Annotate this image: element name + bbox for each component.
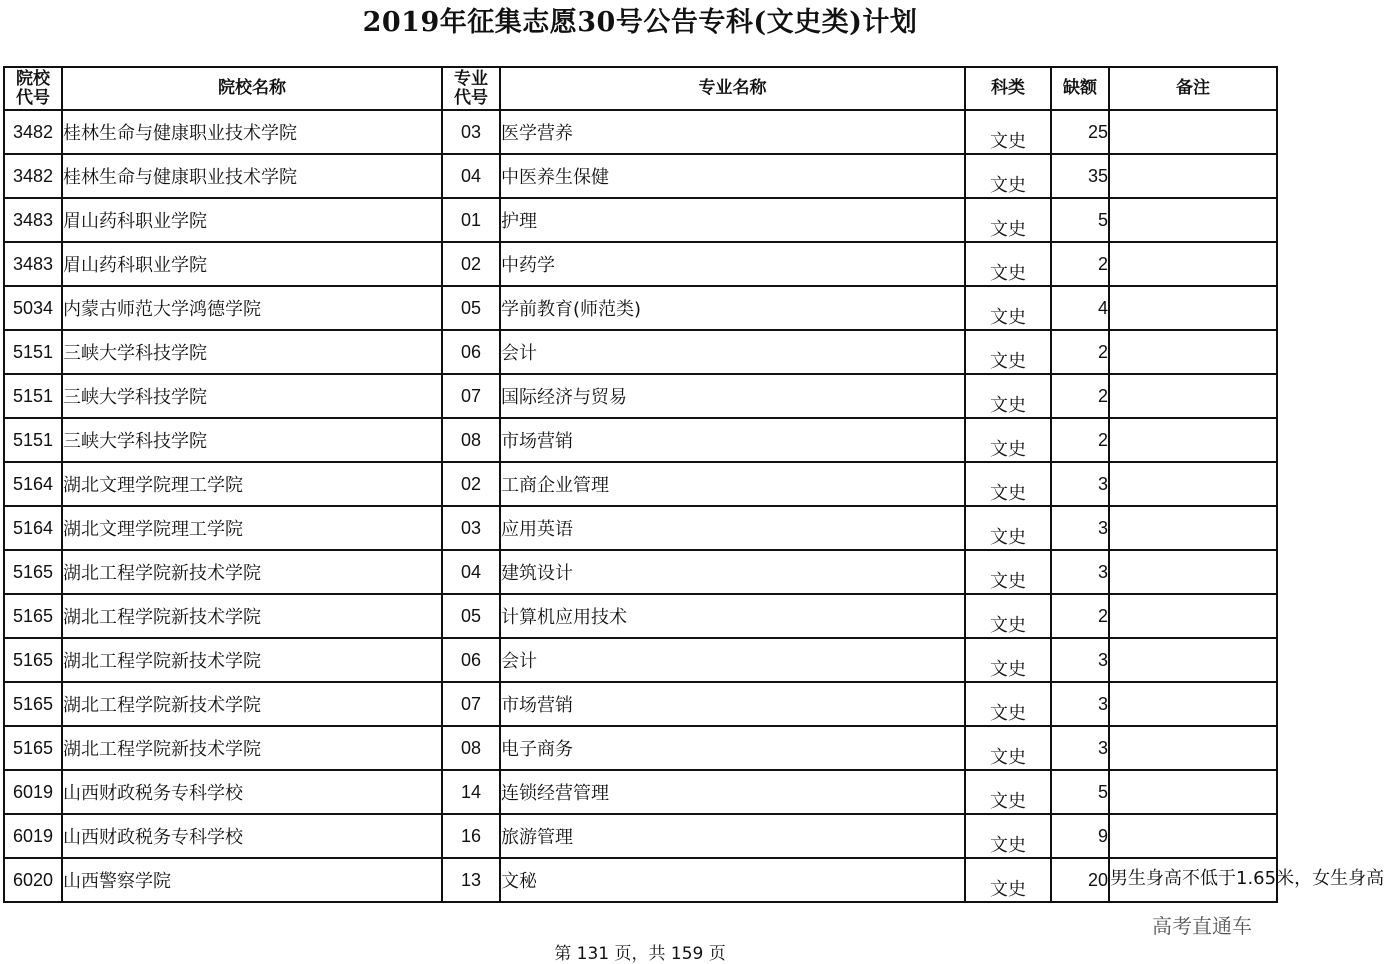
cell-subject: 文史 xyxy=(965,814,1051,858)
cell-note xyxy=(1109,814,1277,858)
cell-major-name: 计算机应用技术 xyxy=(500,594,965,638)
cell-major-name: 工商企业管理 xyxy=(500,462,965,506)
cell-note xyxy=(1109,462,1277,506)
header-school-name: 院校名称 xyxy=(62,67,442,110)
cell-note xyxy=(1109,506,1277,550)
header-subject: 科类 xyxy=(965,67,1051,110)
page-title: 2019年征集志愿30号公告专科(文史类)计划 xyxy=(362,7,918,38)
cell-school-name: 山西财政税务专科学校 xyxy=(62,770,442,814)
cell-vacancy: 3 xyxy=(1051,550,1109,594)
cell-school-name: 三峡大学科技学院 xyxy=(62,418,442,462)
cell-vacancy: 3 xyxy=(1051,462,1109,506)
cell-note xyxy=(1109,286,1277,330)
cell-major-code: 04 xyxy=(442,154,500,198)
cell-school-name: 湖北工程学院新技术学院 xyxy=(62,682,442,726)
cell-note xyxy=(1109,682,1277,726)
cell-school-code: 6019 xyxy=(4,814,62,858)
cell-major-code: 05 xyxy=(442,286,500,330)
cell-major-name: 医学营养 xyxy=(500,110,965,154)
cell-subject: 文史 xyxy=(965,154,1051,198)
cell-school-name: 湖北文理学院理工学院 xyxy=(62,506,442,550)
cell-major-name: 会计 xyxy=(500,638,965,682)
cell-vacancy: 2 xyxy=(1051,242,1109,286)
cell-school-name: 湖北工程学院新技术学院 xyxy=(62,594,442,638)
cell-school-name: 湖北工程学院新技术学院 xyxy=(62,726,442,770)
table-row xyxy=(4,110,1277,154)
cell-major-code: 08 xyxy=(442,726,500,770)
cell-subject: 文史 xyxy=(965,286,1051,330)
note-text xyxy=(1110,639,1276,679)
cell-school-name: 眉山药科职业学院 xyxy=(62,198,442,242)
header-note: 备注 xyxy=(1109,67,1277,110)
cell-major-code: 04 xyxy=(442,550,500,594)
note-text: 男生身高不低于1.65米，女生身高 xyxy=(1110,868,1384,889)
cell-vacancy: 4 xyxy=(1051,286,1109,330)
cell-school-code: 6019 xyxy=(4,770,62,814)
note-text xyxy=(1110,419,1276,459)
cell-subject: 文史 xyxy=(965,682,1051,726)
cell-major-name: 文秘 xyxy=(500,858,965,902)
note-text xyxy=(1110,155,1276,195)
note-text xyxy=(1110,111,1276,151)
note-text xyxy=(1110,683,1276,723)
table-row xyxy=(4,682,1277,726)
note-text xyxy=(1110,507,1276,547)
header-row xyxy=(4,67,1277,110)
cell-subject: 文史 xyxy=(965,726,1051,770)
table-row xyxy=(4,726,1277,770)
cell-major-code: 03 xyxy=(442,110,500,154)
cell-major-name: 中药学 xyxy=(500,242,965,286)
cell-school-name: 内蒙古师范大学鸿德学院 xyxy=(62,286,442,330)
cell-vacancy: 5 xyxy=(1051,198,1109,242)
cell-major-name: 学前教育(师范类) xyxy=(500,286,965,330)
cell-school-code: 5164 xyxy=(4,462,62,506)
cell-school-code: 5164 xyxy=(4,506,62,550)
cell-note xyxy=(1109,550,1277,594)
table-row xyxy=(4,242,1277,286)
table-row xyxy=(4,462,1277,506)
cell-note xyxy=(1109,154,1277,198)
cell-subject: 文史 xyxy=(965,858,1051,902)
cell-school-name: 山西警察学院 xyxy=(62,858,442,902)
cell-major-name: 会计 xyxy=(500,330,965,374)
cell-school-code: 5151 xyxy=(4,374,62,418)
cell-major-name: 建筑设计 xyxy=(500,550,965,594)
cell-school-code: 5165 xyxy=(4,638,62,682)
cell-note xyxy=(1109,858,1384,902)
cell-subject: 文史 xyxy=(965,374,1051,418)
cell-major-name: 电子商务 xyxy=(500,726,965,770)
cell-note xyxy=(1109,594,1277,638)
cell-subject: 文史 xyxy=(965,770,1051,814)
cell-school-name: 眉山药科职业学院 xyxy=(62,242,442,286)
cell-note xyxy=(1109,638,1277,682)
cell-school-name: 桂林生命与健康职业技术学院 xyxy=(62,110,442,154)
cell-school-code: 6020 xyxy=(4,858,62,902)
cell-subject: 文史 xyxy=(965,594,1051,638)
cell-major-code: 14 xyxy=(442,770,500,814)
cell-major-name: 连锁经营管理 xyxy=(500,770,965,814)
note-text xyxy=(1110,595,1276,635)
cell-note xyxy=(1109,110,1277,154)
cell-vacancy: 25 xyxy=(1051,110,1109,154)
cell-vacancy: 3 xyxy=(1051,682,1109,726)
cell-subject: 文史 xyxy=(965,418,1051,462)
cell-major-code: 01 xyxy=(442,198,500,242)
cell-vacancy: 3 xyxy=(1051,726,1109,770)
table-row xyxy=(4,594,1277,638)
table-row xyxy=(4,198,1277,242)
cell-subject: 文史 xyxy=(965,110,1051,154)
table-row xyxy=(4,550,1277,594)
cell-vacancy: 3 xyxy=(1051,506,1109,550)
cell-subject: 文史 xyxy=(965,330,1051,374)
cell-school-code: 3483 xyxy=(4,242,62,286)
cell-school-code: 5165 xyxy=(4,594,62,638)
table-row xyxy=(4,374,1277,418)
cell-major-code: 07 xyxy=(442,374,500,418)
cell-major-name: 旅游管理 xyxy=(500,814,965,858)
cell-school-name: 三峡大学科技学院 xyxy=(62,374,442,418)
table-row xyxy=(4,154,1277,198)
note-text xyxy=(1110,815,1276,855)
cell-vacancy: 2 xyxy=(1051,594,1109,638)
cell-subject: 文史 xyxy=(965,198,1051,242)
table-row xyxy=(4,418,1277,462)
cell-vacancy: 35 xyxy=(1051,154,1109,198)
cell-school-name: 湖北文理学院理工学院 xyxy=(62,462,442,506)
cell-note xyxy=(1109,726,1277,770)
cell-note xyxy=(1109,242,1277,286)
table-row xyxy=(4,638,1277,682)
cell-major-code: 05 xyxy=(442,594,500,638)
page-footer: 第 131 页，共 159 页 xyxy=(554,944,726,964)
cell-school-code: 3482 xyxy=(4,110,62,154)
note-text xyxy=(1110,771,1276,811)
header-major-name: 专业名称 xyxy=(500,67,965,110)
cell-school-name: 桂林生命与健康职业技术学院 xyxy=(62,154,442,198)
note-text xyxy=(1110,199,1276,239)
cell-note xyxy=(1109,770,1277,814)
header-vacancy: 缺额 xyxy=(1051,67,1109,110)
cell-major-code: 02 xyxy=(442,242,500,286)
note-text xyxy=(1110,287,1276,327)
cell-vacancy: 5 xyxy=(1051,770,1109,814)
cell-major-name: 市场营销 xyxy=(500,682,965,726)
cell-note xyxy=(1109,330,1277,374)
table-row xyxy=(4,770,1277,814)
cell-school-name: 湖北工程学院新技术学院 xyxy=(62,638,442,682)
cell-school-code: 5151 xyxy=(4,418,62,462)
cell-major-code: 03 xyxy=(442,506,500,550)
cell-major-code: 16 xyxy=(442,814,500,858)
cell-school-code: 5165 xyxy=(4,550,62,594)
cell-major-code: 13 xyxy=(442,858,500,902)
table-row xyxy=(4,858,1277,902)
cell-school-name: 湖北工程学院新技术学院 xyxy=(62,550,442,594)
cell-vacancy: 9 xyxy=(1051,814,1109,858)
note-text xyxy=(1110,243,1276,283)
cell-vacancy: 2 xyxy=(1051,418,1109,462)
cell-major-name: 市场营销 xyxy=(500,418,965,462)
cell-vacancy: 20 xyxy=(1051,858,1109,902)
cell-subject: 文史 xyxy=(965,638,1051,682)
cell-major-name: 国际经济与贸易 xyxy=(500,374,965,418)
watermark: 高考直通车 xyxy=(1152,914,1252,938)
table-row xyxy=(4,286,1277,330)
cell-school-code: 5165 xyxy=(4,726,62,770)
cell-note xyxy=(1109,198,1277,242)
cell-major-code: 07 xyxy=(442,682,500,726)
cell-vacancy: 2 xyxy=(1051,374,1109,418)
plan-table xyxy=(3,66,1384,903)
note-text xyxy=(1110,463,1276,503)
cell-subject: 文史 xyxy=(965,462,1051,506)
cell-vacancy: 2 xyxy=(1051,330,1109,374)
cell-major-code: 02 xyxy=(442,462,500,506)
cell-major-name: 应用英语 xyxy=(500,506,965,550)
cell-school-name: 山西财政税务专科学校 xyxy=(62,814,442,858)
cell-major-name: 护理 xyxy=(500,198,965,242)
note-text xyxy=(1110,727,1276,767)
cell-subject: 文史 xyxy=(965,242,1051,286)
header-major-code: 专业 代号 xyxy=(442,67,500,110)
cell-school-name: 三峡大学科技学院 xyxy=(62,330,442,374)
cell-note xyxy=(1109,374,1277,418)
cell-major-name: 中医养生保健 xyxy=(500,154,965,198)
cell-vacancy: 3 xyxy=(1051,638,1109,682)
cell-school-code: 5034 xyxy=(4,286,62,330)
table-row xyxy=(4,330,1277,374)
cell-note xyxy=(1109,418,1277,462)
cell-school-code: 3483 xyxy=(4,198,62,242)
table-row xyxy=(4,506,1277,550)
table-row xyxy=(4,814,1277,858)
cell-major-code: 08 xyxy=(442,418,500,462)
cell-school-code: 5165 xyxy=(4,682,62,726)
note-text xyxy=(1110,331,1276,371)
note-text xyxy=(1110,375,1276,415)
cell-school-code: 3482 xyxy=(4,154,62,198)
cell-school-code: 5151 xyxy=(4,330,62,374)
cell-major-code: 06 xyxy=(442,330,500,374)
cell-subject: 文史 xyxy=(965,550,1051,594)
cell-major-code: 06 xyxy=(442,638,500,682)
header-school-code: 院校 代号 xyxy=(4,67,62,110)
note-text xyxy=(1110,551,1276,591)
cell-subject: 文史 xyxy=(965,506,1051,550)
